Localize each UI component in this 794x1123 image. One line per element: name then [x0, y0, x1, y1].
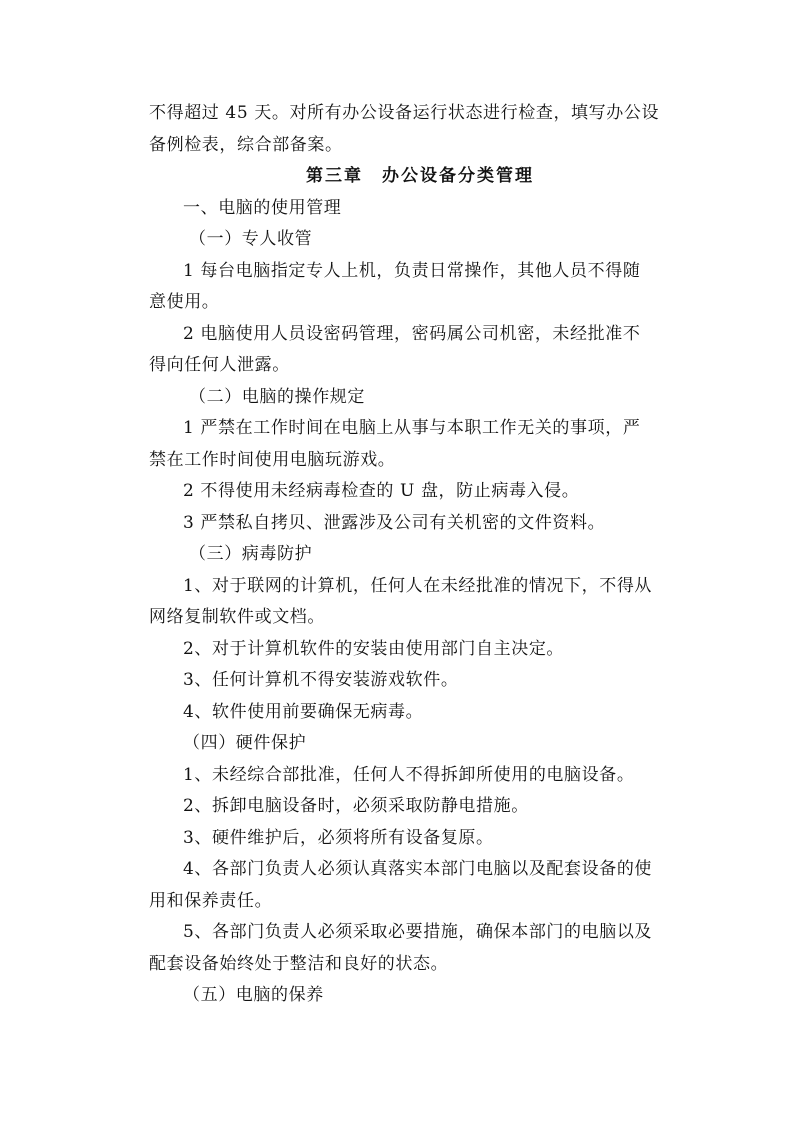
list-item: 2、对于计算机软件的安装由使用部门自主决定。 — [183, 638, 565, 659]
chapter-title: 第三章 办公设备分类管理 — [306, 166, 534, 186]
subsection-heading: （二）电脑的操作规定 — [189, 386, 365, 407]
section-heading: 一、电脑的使用管理 — [183, 197, 342, 218]
paragraph-line: 备例检表，综合部备案。 — [149, 134, 343, 155]
list-item: 5、各部门负责人必须采取必要措施，确保本部门的电脑以及 — [183, 922, 653, 942]
paragraph-line: 不得超过 45 天。对所有办公设备运行状态进行检查，填写办公设 — [149, 103, 660, 123]
list-item: 3 严禁私自拷贝、泄露涉及公司有关机密的文件资料。 — [183, 512, 606, 533]
document-body — [149, 98, 677, 1012]
list-item-continuation: 网络复制软件或文档。 — [149, 607, 325, 627]
list-item: 4、软件使用前要确保无病毒。 — [183, 701, 424, 722]
list-item: 3、硬件维护后，必须将所有设备复原。 — [183, 827, 494, 848]
list-item: 2 电脑使用人员设密码管理，密码属公司机密，未经批准不 — [183, 323, 641, 344]
list-item-continuation: 用和保养责任。 — [149, 890, 273, 911]
list-item-continuation: 意使用。 — [149, 292, 220, 312]
list-item: 4、各部门负责人必须认真落实本部门电脑以及配套设备的使 — [183, 859, 653, 879]
subsection-heading: （四）硬件保护 — [183, 733, 307, 753]
list-item: 2 不得使用未经病毒检查的 U 盘，防止病毒入侵。 — [183, 481, 580, 501]
subsection-heading: （三）病毒防护 — [189, 544, 313, 564]
subsection-heading: （五）电脑的保养 — [183, 985, 324, 1005]
list-item: 1 每台电脑指定专人上机，负责日常操作，其他人员不得随 — [183, 260, 641, 281]
subsection-heading: （一）专人收管 — [189, 229, 313, 249]
list-item-continuation: 禁在工作时间使用电脑玩游戏。 — [149, 449, 396, 470]
list-item: 1、对于联网的计算机，任何人在未经批准的情况下，不得从 — [183, 575, 653, 596]
list-item: 1、未经综合部批准，任何人不得拆卸所使用的电脑设备。 — [183, 764, 635, 785]
list-item: 3、任何计算机不得安装游戏软件。 — [183, 670, 459, 690]
list-item-continuation: 得向任何人泄露。 — [149, 355, 290, 375]
list-item: 2、拆卸电脑设备时，必须采取防静电措施。 — [183, 796, 529, 816]
list-item: 1 严禁在工作时间在电脑上从事与本职工作无关的事项，严 — [183, 418, 641, 438]
list-item-continuation: 配套设备始终处于整洁和良好的状态。 — [149, 953, 449, 974]
